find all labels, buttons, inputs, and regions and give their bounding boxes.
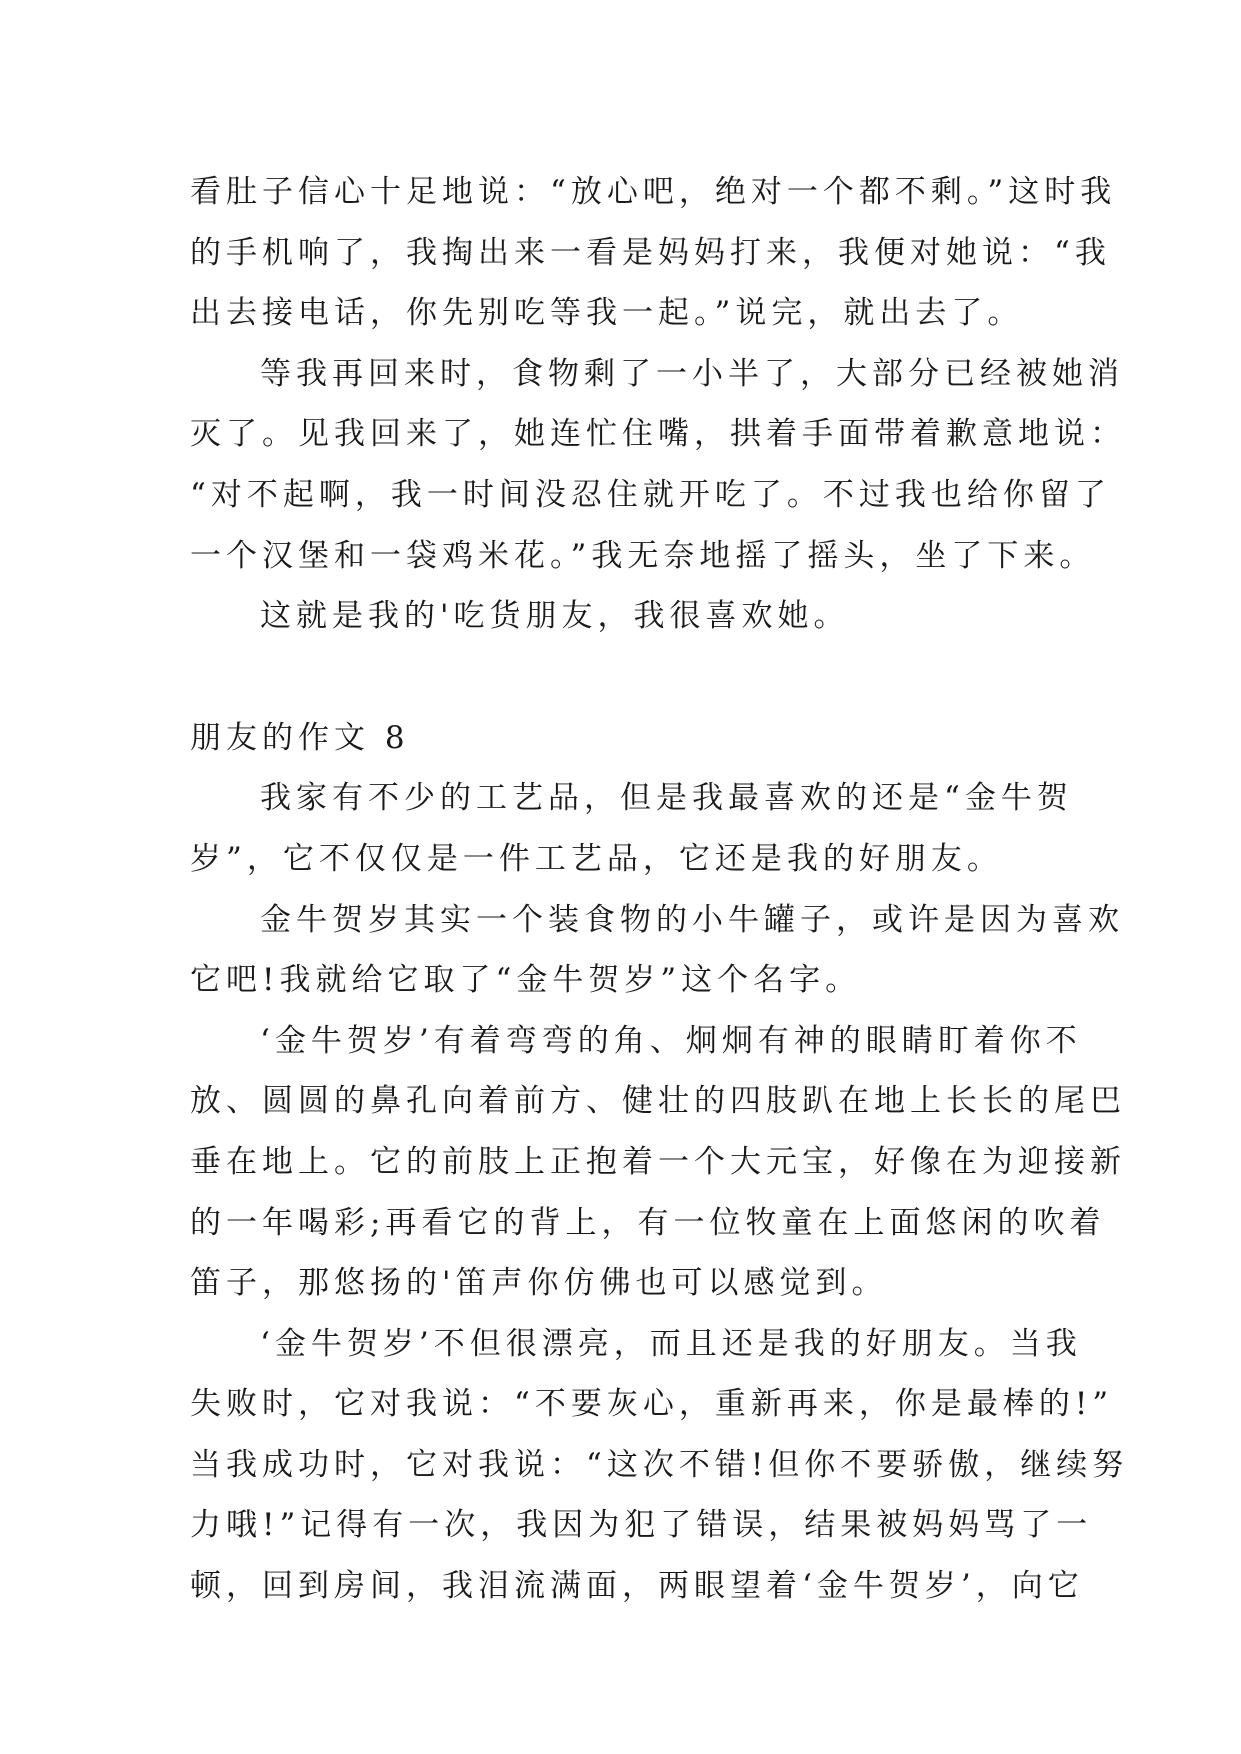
- text-line: 这就是我的'吃货朋友，我很喜欢她。: [260, 598, 850, 635]
- text-line: ‘金牛贺岁’不但很漂亮，而且还是我的好朋友。当我: [260, 1325, 1082, 1362]
- section-gap: [190, 647, 1070, 708]
- text-line: “对不起啊，我一时间没忍住就开吃了。不过我也给你留了: [190, 476, 1111, 513]
- text-line: 它吧!我就给它取了“金牛贺岁”这个名字。: [190, 962, 862, 999]
- paragraph: [190, 768, 1073, 889]
- document-body: [190, 162, 1129, 1617]
- text-line: 力哦!”记得有一次，我因为犯了错误，结果被妈妈骂了一: [190, 1507, 1093, 1544]
- text-line: 出去接电话，你先别吃等我一起。”说完，就出去了。: [190, 295, 1024, 332]
- text-line: 岁”，它不仅仅是一件工艺品，它还是我的好朋友。: [190, 840, 1003, 877]
- text-line: ‘金牛贺岁’有着弯弯的角、炯炯有神的眼睛盯着你不: [260, 1022, 1082, 1059]
- text-line: 笛子，那悠扬的'笛声你仿佛也可以感觉到。: [190, 1265, 888, 1302]
- paragraph: [190, 1314, 1129, 1617]
- text-line: 看肚子信心十足地说：“放心吧，绝对一个都不剩。”这时我: [190, 174, 1117, 210]
- paragraph: [190, 1011, 1126, 1314]
- paragraph: [190, 344, 1126, 586]
- text-line: 垂在地上。它的前肢上正抱着一个大元宝，好像在为迎接新: [190, 1143, 1126, 1180]
- text-line: 的一年喝彩;再看它的背上，有一位牧童在上面悠闲的吹着: [190, 1204, 1106, 1241]
- text-line: 失败时，它对我说：“不要灰心，重新再来，你是最棒的!”: [190, 1386, 1114, 1423]
- section-heading: [190, 708, 1070, 769]
- text-line: 的手机响了，我掏出来一看是妈妈打来，我便对她说：“我: [190, 234, 1111, 271]
- text-line: 顿，回到房间，我泪流满面，两眼望着‘金牛贺岁’，向它: [190, 1568, 1084, 1605]
- text-line: 当我成功时，它对我说：“这次不错!但你不要骄傲，继续努: [190, 1446, 1129, 1483]
- paragraph: [190, 586, 1070, 647]
- text-line: 金牛贺岁其实一个装食物的小牛罐子，或许是因为喜欢: [260, 901, 1124, 938]
- heading-text: 朋友的作文 8: [190, 719, 410, 756]
- text-line: 一个汉堡和一袋鸡米花。”我无奈地摇了摇头，坐了下来。: [190, 537, 1096, 574]
- text-line: 放、圆圆的鼻孔向着前方、健壮的四肢趴在地上长长的尾巴: [190, 1083, 1126, 1120]
- text-line: 灭了。见我回来了，她连忙住嘴，拱着手面带着歉意地说：: [190, 416, 1126, 453]
- text-line: 等我再回来时，食物剩了一小半了，大部分已经被她消: [260, 355, 1124, 392]
- paragraph: [190, 162, 1117, 344]
- paragraph: [190, 890, 1124, 1011]
- text-line: 我家有不少的工艺品，但是我最喜欢的还是“金牛贺: [260, 780, 1073, 817]
